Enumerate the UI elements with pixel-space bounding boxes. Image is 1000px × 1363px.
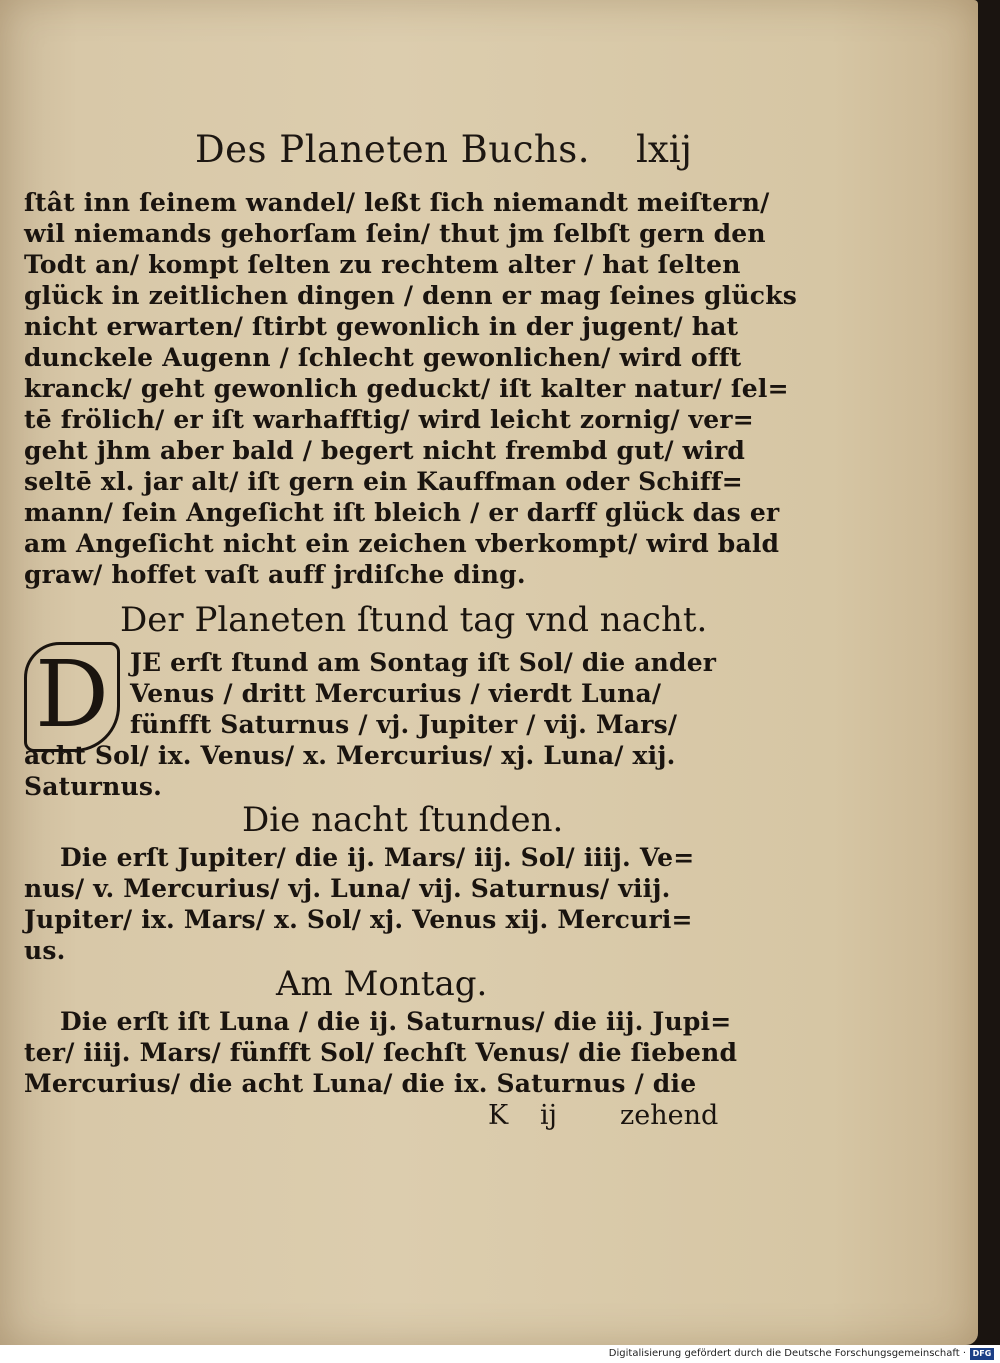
text-line: acht Sol/ ix. Venus/ x. Mercurius/ xj. Luna/ xij. xyxy=(24,741,676,770)
text-line: glück in zeitlichen dingen / denn er mag ſeines glücks xyxy=(24,281,798,310)
signature-mark: K xyxy=(488,1100,509,1131)
text-line: us. xyxy=(24,936,66,965)
section-heading: Der Planeten ſtund tag vnd nacht. xyxy=(120,600,708,640)
text-line: ſtât inn ſeinem wandel/ leßt ſich niemandt meiſtern/ xyxy=(24,188,770,217)
funding-notice: Digitalisierung gefördert durch die Deutsche Forschungsgemeinschaft · xyxy=(608,1348,966,1359)
text-line: dunckele Augenn / ſchlecht gewonlichen/ wird offt xyxy=(24,343,742,372)
catchword: zehend xyxy=(620,1100,719,1131)
text-line: kranck/ geht gewonlich geduckt/ iſt kalter natur/ ſel= xyxy=(24,374,789,403)
decorated-initial: D xyxy=(24,642,120,752)
text-line: Mercurius/ die acht Luna/ die ix. Saturnus / die xyxy=(24,1069,697,1098)
text-line: geht jhm aber bald / begert nicht frembd gut/ wird xyxy=(24,436,746,465)
text-line: JE erſt ſtund am Sontag iſt Sol/ die ander xyxy=(130,648,717,677)
text-line: seltē xl. jar alt/ iſt gern ein Kauffman oder Schiff= xyxy=(24,467,743,496)
text-line: Jupiter/ ix. Mars/ x. Sol/ xj. Venus xij. Mercuri= xyxy=(24,905,693,934)
text-line: fünfft Saturnus / vj. Jupiter / vij. Mars/ xyxy=(130,710,678,739)
text-line: Saturnus. xyxy=(24,772,163,801)
dfg-logo: DFG xyxy=(970,1348,994,1360)
signature-number: ij xyxy=(540,1100,558,1131)
text-line: tē frölich/ er iſt warhafftig/ wird leicht zornig/ ver= xyxy=(24,405,754,434)
section-heading: Am Montag. xyxy=(276,964,488,1004)
running-title: Des Planeten Buchs. xyxy=(195,128,591,171)
text-line: Todt an/ kompt ſelten zu rechtem alter / hat ſelten xyxy=(24,250,741,279)
footer-bar xyxy=(0,1345,1000,1363)
text-line: ter/ iiij. Mars/ fünfft Sol/ ſechſt Venus/ die ſiebend xyxy=(24,1038,738,1067)
text-line: nicht erwarten/ ſtirbt gewonlich in der jugent/ hat xyxy=(24,312,739,341)
text-line: Die erſt iſt Luna / die ij. Saturnus/ die iij. Jupi= xyxy=(60,1007,732,1036)
text-line: nus/ v. Mercurius/ vj. Luna/ vij. Saturnus/ viij. xyxy=(24,874,671,903)
text-line: am Angeſicht nicht ein zeichen vberkompt/ wird bald xyxy=(24,529,780,558)
section-heading: Die nacht ſtunden. xyxy=(242,800,564,840)
text-line: mann/ ſein Angeſicht iſt bleich / er darff glück das er xyxy=(24,498,780,527)
text-line: graw/ hoffet vaſt auff jrdiſche ding. xyxy=(24,560,526,589)
text-line: Venus / dritt Mercurius / vierdt Luna/ xyxy=(130,679,662,708)
folio-number: lxij xyxy=(636,128,693,171)
text-line: Die erſt Jupiter/ die ij. Mars/ iij. Sol/ iiij. Ve= xyxy=(60,843,695,872)
text-line: wil niemands gehorſam ſein/ thut jm ſelbſt gern den xyxy=(24,219,766,248)
